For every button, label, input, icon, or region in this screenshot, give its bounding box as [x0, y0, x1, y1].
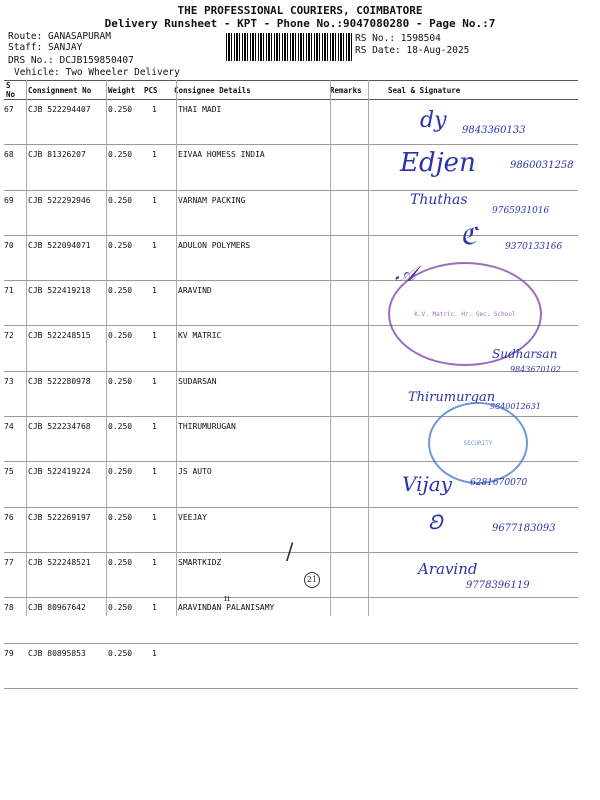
table-row [4, 598, 578, 643]
col-remarks: Remarks [328, 81, 368, 100]
cell-remarks [328, 100, 368, 145]
route-label: Route: GANASAPURAM [8, 31, 111, 42]
school-stamp: K.V. Matric. Hr. Sec. School [388, 262, 542, 366]
phone-row70: 9370133166 [505, 242, 563, 252]
cell-weight: 0.250 [106, 371, 142, 416]
cell-consignment: CJB 522094071 [26, 235, 106, 280]
runsheet-subtitle: Delivery Runsheet - KPT - Phone No.:9047080280 - Page No.:7 [104, 17, 496, 30]
cell-pcs: 1 [142, 417, 172, 462]
cell-weight: 0.250 [106, 507, 142, 552]
cell-seal [368, 598, 578, 643]
signature-row71: 𝒜 [395, 262, 416, 287]
cell-pcs: 1 [142, 507, 172, 552]
cell-sno: 77 [4, 552, 26, 597]
cell-consignee: JS AUTO [172, 462, 328, 507]
cell-weight: 0.250 [106, 235, 142, 280]
phone-row67: 9843360133 [462, 125, 526, 136]
signature-row77: Ꞝ [428, 510, 443, 534]
cell-consignment: CJB 522234768 [26, 417, 106, 462]
cell-consignee: EIVAA HOMESS INDIA [172, 145, 328, 190]
cell-remarks [328, 281, 368, 326]
cell-remarks [328, 507, 368, 552]
signature-row74: Thirumurgan [408, 390, 496, 405]
rs-number: RS No.: 1598504 [355, 33, 441, 44]
cell-consignee: VARNAM PACKING [172, 190, 328, 235]
cell-pcs: 1 [142, 100, 172, 145]
cell-consignee: THIRUMURUGAN [172, 417, 328, 462]
cell-pcs: 1 [142, 145, 172, 190]
signature-row79: Aravind [418, 560, 478, 578]
cell-remarks [328, 552, 368, 597]
cell-pcs: 1 [142, 326, 172, 371]
cell-sno: 67 [4, 100, 26, 145]
company-title: THE PROFESSIONAL COURIERS, COIMBATORE [177, 4, 423, 17]
cell-consignee: ARAVIND [172, 281, 328, 326]
cell-consignment: CJB 80895853 [26, 643, 106, 688]
column-divider [368, 80, 369, 616]
cell-weight: 0.250 [106, 462, 142, 507]
cell-sno: 78 [4, 598, 26, 643]
col-weight: Weight [106, 81, 142, 100]
signature-row70: ℭ [460, 222, 477, 250]
cell-consignment: CJB 522248515 [26, 326, 106, 371]
table-row [4, 100, 578, 145]
phone-row68: 9860031258 [510, 160, 574, 171]
cell-seal [368, 643, 578, 688]
cell-pcs: 1 [142, 598, 172, 643]
signature-row69: Thuthas [410, 192, 468, 208]
pen-mark: ıı [224, 594, 230, 604]
cell-consignee: THAI MADI [172, 100, 328, 145]
phone-row73: 9843670102 [510, 365, 561, 374]
col-pcs: PCS [142, 81, 172, 100]
security-stamp: SECURITY [428, 402, 528, 484]
cell-consignee: ADULON POLYMERS [172, 235, 328, 280]
col-consignee: Consignee Details [172, 81, 328, 100]
runsheet-table [4, 80, 578, 689]
cell-consignment: CJB 522280978 [26, 371, 106, 416]
cell-weight: 0.250 [106, 552, 142, 597]
cell-consignee: ARAVINDAN PALANISAMY [172, 598, 328, 643]
cell-pcs: 1 [142, 552, 172, 597]
cell-weight: 0.250 [106, 190, 142, 235]
cell-weight: 0.250 [106, 100, 142, 145]
cell-pcs: 1 [142, 371, 172, 416]
cell-remarks [328, 190, 368, 235]
cell-consignment: CJB 522419224 [26, 462, 106, 507]
cell-remarks [328, 326, 368, 371]
cell-consignment: CJB 522419218 [26, 281, 106, 326]
cell-remarks [328, 598, 368, 643]
cell-consignee: VEEJAY [172, 507, 328, 552]
cell-sno: 71 [4, 281, 26, 326]
cell-sno: 72 [4, 326, 26, 371]
cell-sno: 73 [4, 371, 26, 416]
cell-sno: 75 [4, 462, 26, 507]
cell-remarks [328, 145, 368, 190]
col-seal: Seal & Signature [368, 81, 578, 100]
phone-row76: 6281670070 [470, 478, 528, 488]
cell-remarks [328, 371, 368, 416]
cell-pcs: 1 [142, 643, 172, 688]
cell-remarks [328, 462, 368, 507]
cell-weight: 0.250 [106, 417, 142, 462]
remark-circle-row78: 21 [304, 572, 320, 588]
phone-row69: 9765931016 [492, 206, 550, 216]
cell-sno: 70 [4, 235, 26, 280]
column-divider [106, 80, 107, 616]
cell-seal [368, 100, 578, 145]
cell-consignee: KV MATRIC [172, 326, 328, 371]
barcode [226, 33, 352, 61]
phone-row79: 9778396119 [466, 580, 530, 591]
cell-consignee [172, 643, 328, 688]
staff-label: Staff: SANJAY [8, 42, 83, 53]
cell-remarks [328, 235, 368, 280]
cell-sno: 79 [4, 643, 26, 688]
cell-sno: 68 [4, 145, 26, 190]
cell-sno: 74 [4, 417, 26, 462]
column-divider [176, 80, 177, 616]
col-consignment: Consignment No [26, 81, 106, 100]
cell-consignment: CJB 522292946 [26, 190, 106, 235]
vehicle-label: Vehicle: Two Wheeler Delivery [14, 67, 180, 78]
cell-sno: 76 [4, 507, 26, 552]
remark-mark-row78: / [286, 540, 294, 565]
cell-remarks [328, 417, 368, 462]
table-row [4, 643, 578, 688]
cell-remarks [328, 643, 368, 688]
cell-weight: 0.250 [106, 598, 142, 643]
cell-pcs: 1 [142, 235, 172, 280]
cell-weight: 0.250 [106, 145, 142, 190]
cell-sno: 69 [4, 190, 26, 235]
cell-weight: 0.250 [106, 326, 142, 371]
cell-consignment: CJB 81326207 [26, 145, 106, 190]
phone-row77: 9677183093 [492, 523, 556, 534]
rs-date: RS Date: 18-Aug-2025 [355, 45, 470, 56]
table-row [4, 145, 578, 190]
cell-consignee: SUDARSAN [172, 371, 328, 416]
column-divider [330, 80, 331, 616]
cell-consignee: SMARTKIDZ [172, 552, 328, 597]
col-sno: S No [4, 81, 26, 100]
cell-consignment: CJB 80967642 [26, 598, 106, 643]
drs-label: DRS No.: DCJB159850407 [8, 55, 134, 66]
phone-row74: 9840012631 [490, 402, 541, 411]
cell-weight: 0.250 [106, 281, 142, 326]
cell-pcs: 1 [142, 190, 172, 235]
signature-row76: Vijay [402, 472, 452, 496]
table-header-row [4, 81, 578, 100]
cell-consignment: CJB 522269197 [26, 507, 106, 552]
signature-row73: Sudharsan [492, 347, 558, 361]
cell-weight: 0.250 [106, 643, 142, 688]
cell-consignment: CJB 522248521 [26, 552, 106, 597]
cell-consignment: CJB 522294407 [26, 100, 106, 145]
signature-row68: Edjen [400, 148, 476, 178]
signature-row67: dy [420, 108, 447, 133]
cell-pcs: 1 [142, 281, 172, 326]
cell-pcs: 1 [142, 462, 172, 507]
column-divider [26, 80, 27, 616]
